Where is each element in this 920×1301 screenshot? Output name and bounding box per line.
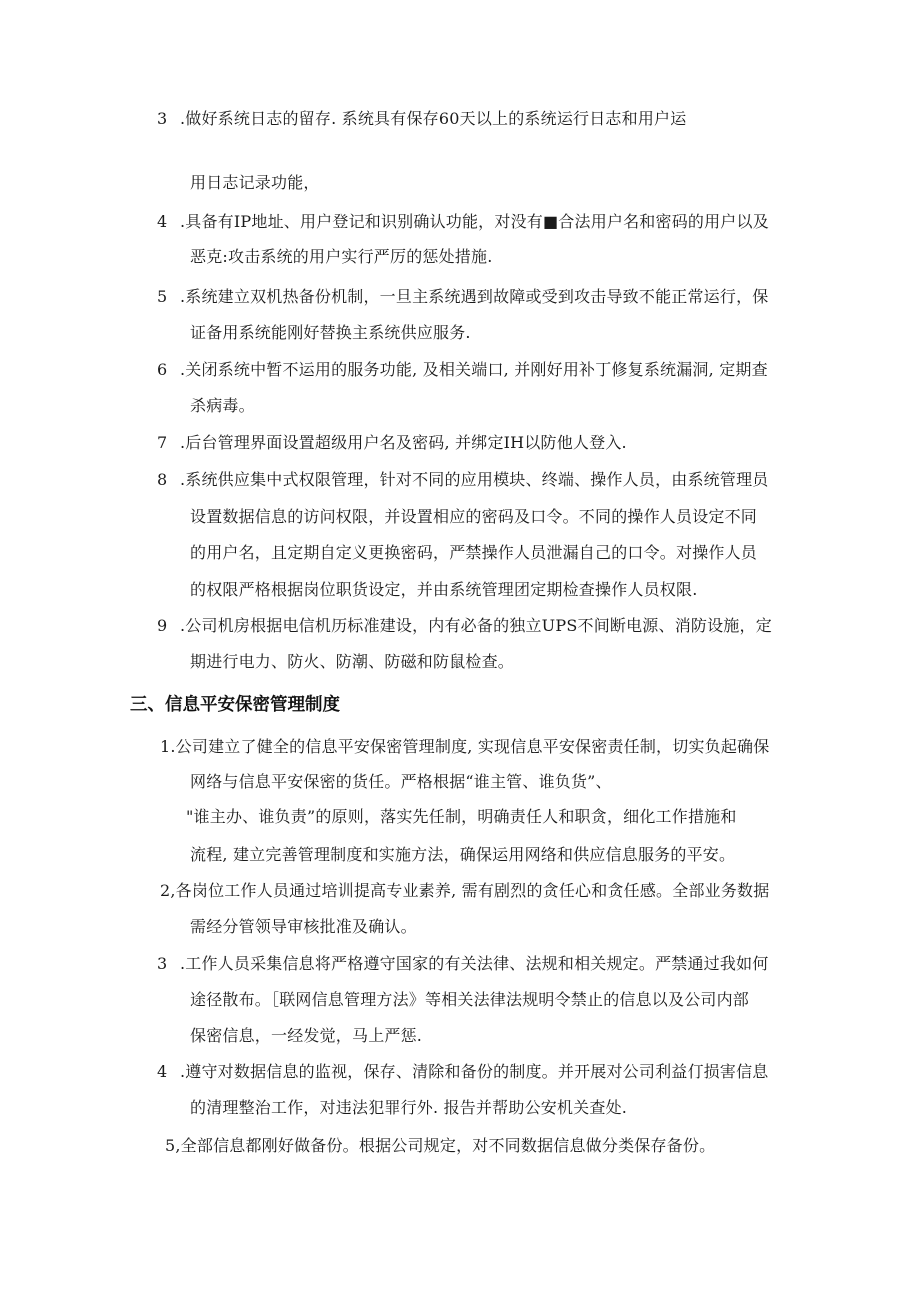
item-text-line: .关闭系统中暂不运用的服务功能, 及相关端口, 并刚好用补丁修复系统漏洞, 定期查 — [180, 360, 768, 379]
item-text-line: 2,各岗位工作人员通过培训提高专业素养, 需有剧烈的贪任心和贪任感。全部业务数据 — [160, 881, 770, 900]
item-text-line: 杀病毒。 — [190, 396, 255, 415]
item-text-line: .做好系统日志的留存. 系统具有保存60天以上的系统运行日志和用户运 — [180, 109, 687, 128]
item-number: 4 — [157, 1062, 168, 1081]
item-text-line: .工作人员采集信息将严格遵守国家的有关法律、法规和相关规定。严禁通过我如何 — [180, 954, 769, 973]
item-number: 5 — [157, 287, 168, 306]
item-text-line: 途径散布。［联网信息管理方法》等相关法律法规明令禁止的信息以及公司内部 — [190, 990, 750, 1009]
section-heading: 三、信息平安保密管理制度 — [130, 695, 340, 715]
item-number: 3 — [157, 109, 168, 128]
item-text-line: 用日志记录功能， — [190, 173, 320, 192]
item-text-line: 流程, 建立完善管理制度和实施方法，确保运用网络和供应信息服务的平安。 — [190, 845, 736, 864]
item-text-line: 5,全部信息都刚好做备份。根据公司规定，对不同数据信息做分类保存备份。 — [165, 1136, 716, 1155]
item-text-line: 证备用系统能刚好替换主系统供应服务. — [190, 323, 471, 342]
item-number: 8 — [157, 470, 168, 489]
item-number: 6 — [157, 360, 168, 379]
item-number: 9 — [157, 616, 168, 635]
item-text-line: .后台管理界面设置超级用户名及密码, 并绑定IH以防他人登入. — [180, 433, 627, 452]
item-text-line: .系统供应集中式权限管理，针对不同的应用模块、终端、操作人员，由系统管理员 — [180, 470, 769, 489]
item-text-line: 网络与信息平安保密的货任。严格根据“谁主管、谁负货”、 — [190, 772, 612, 791]
item-text-line: 1.公司建立了健全的信息平安保密管理制度, 实现信息平安保密责任制，切实负起确保 — [160, 737, 770, 756]
item-number: 3 — [157, 954, 168, 973]
item-text-line: 需经分管领导审核批准及确认。 — [190, 917, 417, 936]
item-text-line: .具备有IP地址、用户登记和识别确认功能，对没有■合法用户名和密码的用户以及 — [180, 212, 769, 231]
item-text-line: .遵守对数据信息的监视，保存、清除和备份的制度。并开展对公司利益仃损害信息 — [180, 1062, 769, 1081]
item-text-line: 期进行电力、防火、防潮、防磁和防鼠检查。 — [190, 652, 515, 671]
item-number: 4 — [157, 212, 168, 231]
item-text-line: 的用户名，且定期自定义更换密码，严禁操作人员泄漏自己的口令。对操作人员 — [190, 543, 758, 562]
item-number: 7 — [157, 433, 168, 452]
item-text-line: .系统建立双机热备份机制，一旦主系统遇到故障或受到攻击导致不能正常运行，保 — [180, 287, 769, 306]
item-text-line: 设置数据信息的访问权限，并设置相应的密码及口令。不同的操作人员设定不同 — [190, 507, 758, 526]
item-text-line: 恶克:攻击系统的用户实行严厉的惩处措施. — [190, 247, 493, 266]
item-text-line: .公司机房根据电信机历标准建设，内有必备的独立UPS不间断电源、消防设施，定 — [180, 616, 772, 635]
item-text-line: 保密信息，一经发觉，马上严惩. — [190, 1026, 423, 1045]
item-text-line: 的权限严格根据岗位职货设定，并由系统管理团定期检查操作人员权限. — [190, 580, 698, 599]
item-text-line: 的清理整治工作，对违法犯罪行外. 报告并帮助公安机关查处. — [190, 1098, 628, 1117]
item-text-line: "谁主办、谁负责”的原则，落实先任制，明确责任人和职贪，细化工作措施和 — [186, 807, 737, 826]
